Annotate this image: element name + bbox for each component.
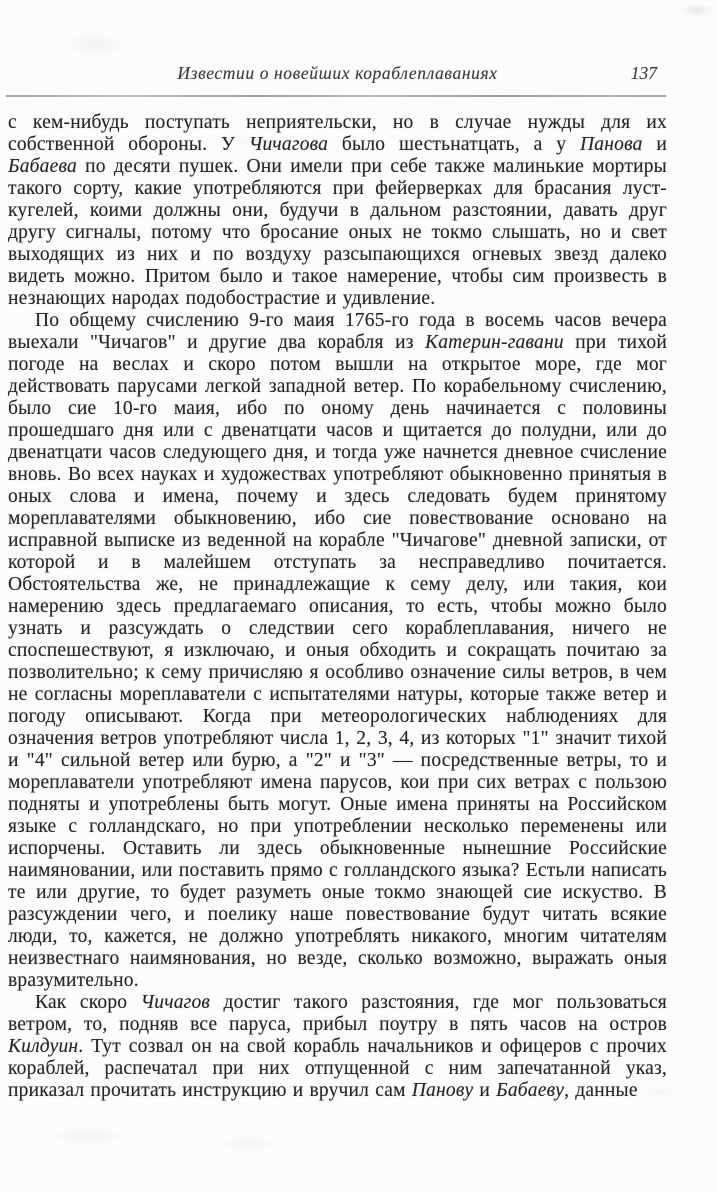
text-run: и — [473, 1080, 497, 1101]
paragraph — [8, 112, 667, 310]
italic-proper-name: Бабаеву — [496, 1080, 565, 1101]
paragraph — [8, 992, 667, 1102]
text-run: с кем-нибудь поступать неприятельски, но в случае нужды для их собственной обороны. У — [8, 112, 667, 155]
header-rule — [6, 95, 666, 97]
text-run: и — [642, 134, 667, 155]
italic-proper-name: Килдуин — [8, 1036, 79, 1057]
running-header — [8, 63, 667, 89]
text-run: по десяти пушек. Они имели при себе также малинькие мортиры такого сорту, какие употребляются при фейерверках для брасания луст-кугелей, коими должны они, будучи в дальном разстоянии, давать друг другу сигналы, потому что бросание оных не токмо слышать, но и свет выходящих из них и по воздуху разсыпающихся огневых звезд далеко видеть можно. Притом было и такое намерение, чтобы сим произвесть в незнающих народах подобострастие и удивление. — [8, 156, 667, 309]
text-body — [8, 112, 667, 1102]
italic-proper-name: Чичагова — [248, 134, 329, 155]
text-run: при тихой погоде на веслах и скоро потом вышли на открытое море, где мог действовать парусами легкой западной ветер. По корабельному счислению, было сие 10-го маия, ибо по оному день начинается с половины прошедшаго дня или с двенатцати часов и щитается до полудни, или до двенатцати часов следующего дня, и тогда уже начнется дневное счисление вновь. Во всех науках и художествах употребляют обыкновенно принятыя в оных слова и имена, почему и здесь следовать будем принятому мореплавателями обыкновению, ибо сие повествование основано на исправной выписке из веденной на корабле "Чичагове" дневной записки, от которой и в малейшем отступать за несправедливо почитается. Обстоятельства же, не принадлежащие к сему делу, или такия, кои намерению здесь предлагаемаго описания, то есть, чтобы можно было узнать и разсуждать о следствии сего кораблеплавания, ничего не споспешествуют, я изключаю, и оныя обходить и сокращать почитаю за позволительно; к сему причисляю я особливо означение силы ветров, в чем не согласны мореплаватели с испытателями натуры, которые также ветер и погоду описывают. Когда при метеорологических наблюдениях для означения ветров употребляют числа 1, 2, 3, 4, из которых "1" значит тихой и "4" сильной ветер или бурю, а "2" и "3" — посредственные ветры, то и мореплаватели употребляют имена парусов, кои при сих ветрах с пользою подняты и употреблены быть могут. Оные имена приняты на Российском языке с голландскаго, но при употреблении несколько переменены или испорчены. Оставить ли здесь обыкновенные нынешние Российские наимяновании, или поставить прямо с голландского языка? Естьли написать те или другие, то будет разуметь оные токмо знающей сие искуство. В разсуждении чего, и поелику наше повествование будут читать всякие люди, то, кажется, не должно употреблять никакого, многим читателям неизвестнаго наимянования, но везде, сколько возможно, выражать оныя вразумительно. — [8, 332, 667, 991]
header-title: Известии о новейших кораблеплаваниях — [177, 63, 498, 83]
text-run: достиг такого разстояния, где мог пользоваться ветром, то, подняв все паруса, прибыл поутру в пять часов на остров — [8, 992, 667, 1035]
italic-proper-name: Бабаева — [8, 156, 77, 177]
italic-proper-name: Панова — [580, 134, 643, 155]
italic-proper-name: Панову — [411, 1080, 474, 1101]
text-run: было шестьнатцать, а у — [328, 134, 581, 155]
text-run: . Тут созвал он на свой корабль начальников и офицеров с прочих кораблей, распечатал при них отпущенной с ним запечатанной указ, приказал прочитать инструкцию и вручил сам — [8, 1036, 667, 1101]
paragraph — [8, 310, 667, 992]
italic-proper-name: Чичагов — [140, 992, 211, 1013]
page-number: 137 — [630, 63, 657, 83]
text-run: По общему счислению 9-го маия 1765-го года в восемь часов вечера выехали "Чичагов" и другие два корабля из — [8, 310, 667, 353]
italic-proper-name: Катерин-гавани — [425, 332, 564, 353]
text-run: , данные — [564, 1080, 638, 1101]
text-run: Как скоро — [35, 992, 141, 1013]
